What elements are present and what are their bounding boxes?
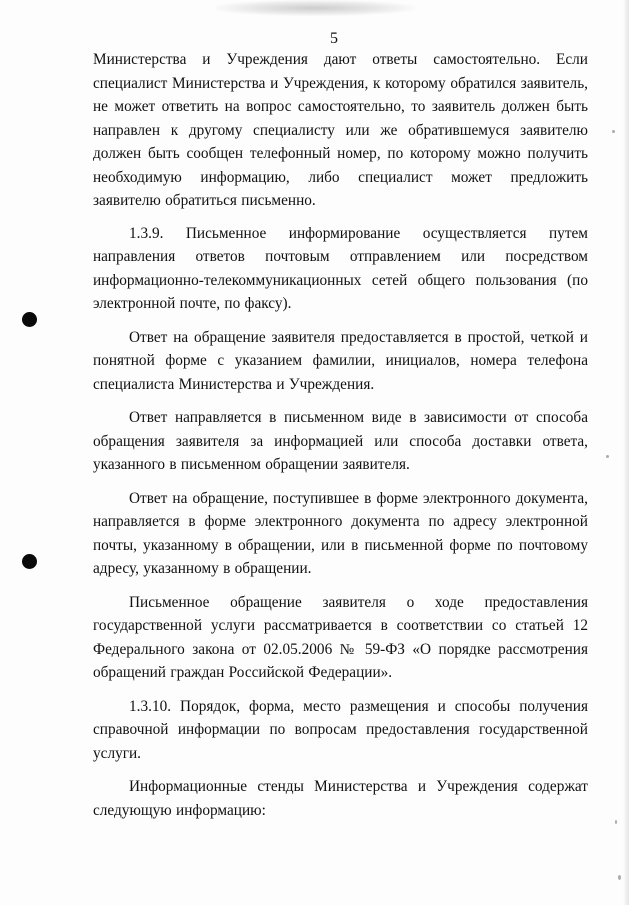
body-text [93,48,588,822]
scan-artifact-top [215,0,415,16]
paragraph: 1.3.10. Порядок, форма, место размещения и способы получения справочной информации по вопросам предоставления государственной услуги. [93,697,588,762]
scan-speck [606,455,609,458]
paragraph: Министерства и Учреждения дают ответы самостоятельно. Если специалист Министерства и Учреждения, к которому обратился заявитель, не может ответить на вопрос самостоятельно, то заявитель должен быть направлен к другому специалисту или же обратившемуся заявителю должен быть сообщен телефонный номер, по которому можно получить необходимую информацию, либо специалист может предложить заявителю обратиться письменно. [93,51,588,209]
scan-artifact-right-edge [623,0,629,905]
scan-speck [615,820,617,824]
paragraph: Ответ направляется в письменном виде в зависимости от способа обращения заявителя за информацией или способа доставки ответа, указанного в письменном обращении заявителя. [93,409,588,473]
paragraph: Информационные стенды Министерства и Учреждения содержат следующую информацию: [93,778,588,819]
paragraph: Ответ на обращение, поступившее в форме электронного документа, направляется в форме электронного документа по адресу электронной почты, указанному в обращении, или в письменной форме по почтовому адресу, указанному в обращении. [93,489,588,577]
paragraph: 1.3.9. Письменное информирование осуществляется путем направления ответов почтовым отправлением или посредством информационно-телекоммуникационных сетей общего пользования (по электронной почте, по факсу). [93,224,588,312]
scan-speck [618,875,621,880]
page-number: 5 [330,30,338,47]
paragraph: Ответ на обращение заявителя предоставляется в простой, четкой и понятной форме с указанием фамилии, инициалов, номера телефона специалиста Министерства и Учреждения. [93,328,588,393]
scan-speck [612,130,615,133]
paragraph: Письменное обращение заявителя о ходе предоставления государственной услуги рассматривается в соответствии со статьей 12 Федерального закона от 02.05.2006 № 59-ФЗ «О порядке рассмотрения обращений граждан Российской Федерации». [93,593,588,681]
binder-punch-hole [22,312,37,327]
binder-punch-hole [22,554,37,569]
